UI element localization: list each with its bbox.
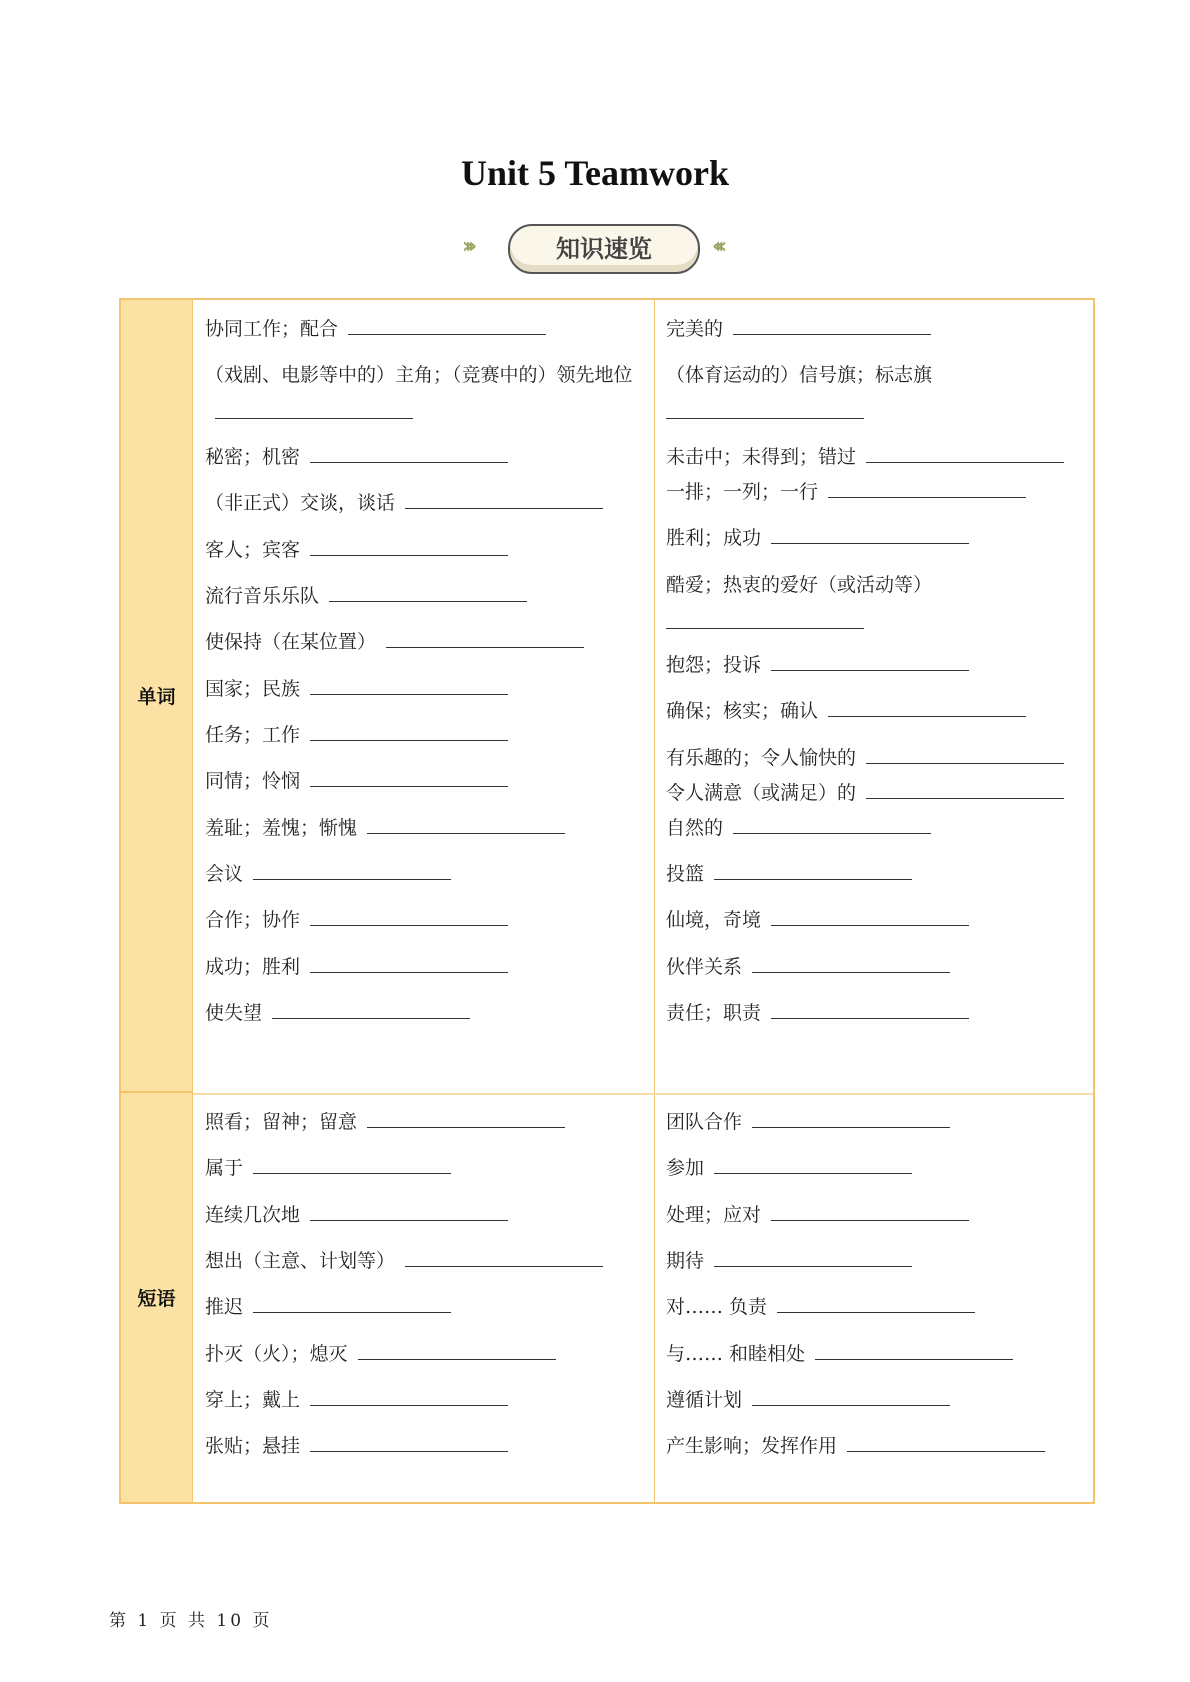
answer-blank[interactable] bbox=[215, 396, 413, 419]
answer-blank[interactable] bbox=[405, 1244, 603, 1267]
chevron-left-icon: ‹‹‹ bbox=[712, 234, 722, 259]
answer-blank[interactable] bbox=[310, 533, 508, 556]
answer-blank[interactable] bbox=[253, 1151, 451, 1174]
list-item: 任务；工作 bbox=[205, 716, 645, 754]
answer-blank[interactable] bbox=[310, 1198, 508, 1221]
answer-blank[interactable] bbox=[272, 996, 470, 1019]
list-item: 协同工作；配合 bbox=[205, 310, 645, 348]
list-item: 完美的 bbox=[666, 310, 1086, 348]
answer-blank[interactable] bbox=[386, 625, 584, 648]
answer-blank[interactable] bbox=[733, 312, 931, 335]
list-item-blank bbox=[666, 394, 1086, 432]
answer-blank[interactable] bbox=[367, 811, 565, 834]
answer-blank[interactable] bbox=[771, 903, 969, 926]
answer-blank[interactable] bbox=[348, 312, 546, 335]
answer-blank[interactable] bbox=[847, 1429, 1045, 1452]
list-item: 酷爱；热衷的爱好（或活动等） bbox=[666, 574, 933, 596]
answer-blank[interactable] bbox=[310, 950, 508, 973]
answer-blank[interactable] bbox=[866, 776, 1064, 799]
answer-blank[interactable] bbox=[866, 741, 1064, 764]
row-divider bbox=[193, 1093, 1093, 1095]
list-item: 同情；怜悯 bbox=[205, 762, 645, 800]
answer-blank[interactable] bbox=[253, 1290, 451, 1313]
answer-blank[interactable] bbox=[771, 1198, 969, 1221]
category-words: 单词 bbox=[121, 300, 193, 1093]
list-item: 会议 bbox=[205, 855, 645, 893]
answer-blank[interactable] bbox=[310, 440, 508, 463]
list-item: 令人满意（或满足）的 bbox=[666, 774, 1086, 812]
list-item: 未击中；未得到；错过 bbox=[666, 438, 1086, 476]
list-item: 扑灭（火）；熄灭 bbox=[205, 1335, 645, 1373]
list-item: 穿上；戴上 bbox=[205, 1381, 645, 1419]
vocab-table bbox=[119, 298, 1095, 1504]
answer-blank[interactable] bbox=[329, 579, 527, 602]
list-item: 确保；核实；确认 bbox=[666, 692, 1086, 730]
answer-blank[interactable] bbox=[405, 486, 603, 509]
column-divider bbox=[654, 300, 655, 1502]
list-item: 成功；胜利 bbox=[205, 948, 645, 986]
answer-blank[interactable] bbox=[714, 1151, 912, 1174]
list-item: 合作；协作 bbox=[205, 901, 645, 939]
list-item: 使保持（在某位置） bbox=[205, 623, 645, 661]
list-item: 流行音乐乐队 bbox=[205, 577, 645, 615]
answer-blank[interactable] bbox=[815, 1337, 1013, 1360]
list-item: 与…… 和睦相处 bbox=[666, 1335, 1086, 1373]
answer-blank[interactable] bbox=[666, 606, 864, 629]
section-header bbox=[0, 222, 1190, 278]
list-item: 处理；应对 bbox=[666, 1196, 1086, 1234]
answer-blank[interactable] bbox=[714, 1244, 912, 1267]
list-item: （非正式）交谈，谈话 bbox=[205, 484, 645, 522]
answer-blank[interactable] bbox=[771, 648, 969, 671]
chevron-right-icon: ››› bbox=[462, 234, 472, 259]
list-item: （体育运动的）信号旗；标志旗 bbox=[666, 364, 933, 386]
answer-blank[interactable] bbox=[771, 521, 969, 544]
answer-blank[interactable] bbox=[866, 440, 1064, 463]
list-item: 照看；留神；留意 bbox=[205, 1103, 645, 1141]
list-item: 胜利；成功 bbox=[666, 519, 1086, 557]
answer-blank[interactable] bbox=[752, 1105, 950, 1128]
answer-blank[interactable] bbox=[253, 857, 451, 880]
answer-blank[interactable] bbox=[752, 950, 950, 973]
list-item: 自然的 bbox=[666, 809, 1086, 847]
answer-blank[interactable] bbox=[310, 903, 508, 926]
answer-blank[interactable] bbox=[828, 694, 1026, 717]
answer-blank[interactable] bbox=[714, 857, 912, 880]
list-item: （戏剧、电影等中的）主角；（竞赛中的）领先地位 bbox=[205, 356, 645, 432]
list-item: 国家；民族 bbox=[205, 670, 645, 708]
answer-blank[interactable] bbox=[310, 1383, 508, 1406]
answer-blank[interactable] bbox=[752, 1383, 950, 1406]
list-item: 伙伴关系 bbox=[666, 948, 1086, 986]
answer-blank[interactable] bbox=[367, 1105, 565, 1128]
list-item: 推迟 bbox=[205, 1288, 645, 1326]
section-badge: 知识速览 bbox=[508, 224, 700, 274]
list-item: 仙境，奇境 bbox=[666, 901, 1086, 939]
list-item: 羞耻；羞愧；惭愧 bbox=[205, 809, 645, 847]
answer-blank[interactable] bbox=[666, 396, 864, 419]
answer-blank[interactable] bbox=[310, 764, 508, 787]
list-item: 张贴；悬挂 bbox=[205, 1427, 645, 1465]
list-item: 客人；宾客 bbox=[205, 531, 645, 569]
answer-blank[interactable] bbox=[771, 996, 969, 1019]
list-item: 抱怨；投诉 bbox=[666, 646, 1086, 684]
list-item: 责任；职责 bbox=[666, 994, 1086, 1032]
list-item: 使失望 bbox=[205, 994, 645, 1032]
list-item: 参加 bbox=[666, 1149, 1086, 1187]
list-item: 团队合作 bbox=[666, 1103, 1086, 1141]
answer-blank[interactable] bbox=[310, 718, 508, 741]
list-item: 产生影响；发挥作用 bbox=[666, 1427, 1086, 1465]
answer-blank[interactable] bbox=[310, 672, 508, 695]
page-footer: 第 1 页 共 10 页 bbox=[109, 1611, 273, 1631]
list-item: 一排；一列；一行 bbox=[666, 473, 1086, 511]
list-item-blank bbox=[666, 604, 1086, 642]
list-item: 属于 bbox=[205, 1149, 645, 1187]
category-phrases: 短语 bbox=[121, 1093, 193, 1502]
list-item: 有乐趣的；令人愉快的 bbox=[666, 739, 1086, 777]
list-item: 连续几次地 bbox=[205, 1196, 645, 1234]
answer-blank[interactable] bbox=[358, 1337, 556, 1360]
list-item: 想出（主意、计划等） bbox=[205, 1242, 645, 1280]
list-item: 投篮 bbox=[666, 855, 1086, 893]
answer-blank[interactable] bbox=[310, 1429, 508, 1452]
list-item: 遵循计划 bbox=[666, 1381, 1086, 1419]
list-item: 期待 bbox=[666, 1242, 1086, 1280]
answer-blank[interactable] bbox=[777, 1290, 975, 1313]
page-title: Unit 5 Teamwork bbox=[460, 153, 730, 193]
answer-blank[interactable] bbox=[733, 811, 931, 834]
answer-blank[interactable] bbox=[828, 475, 1026, 498]
list-item: 对…… 负责 bbox=[666, 1288, 1086, 1326]
list-item: 秘密；机密 bbox=[205, 438, 645, 476]
